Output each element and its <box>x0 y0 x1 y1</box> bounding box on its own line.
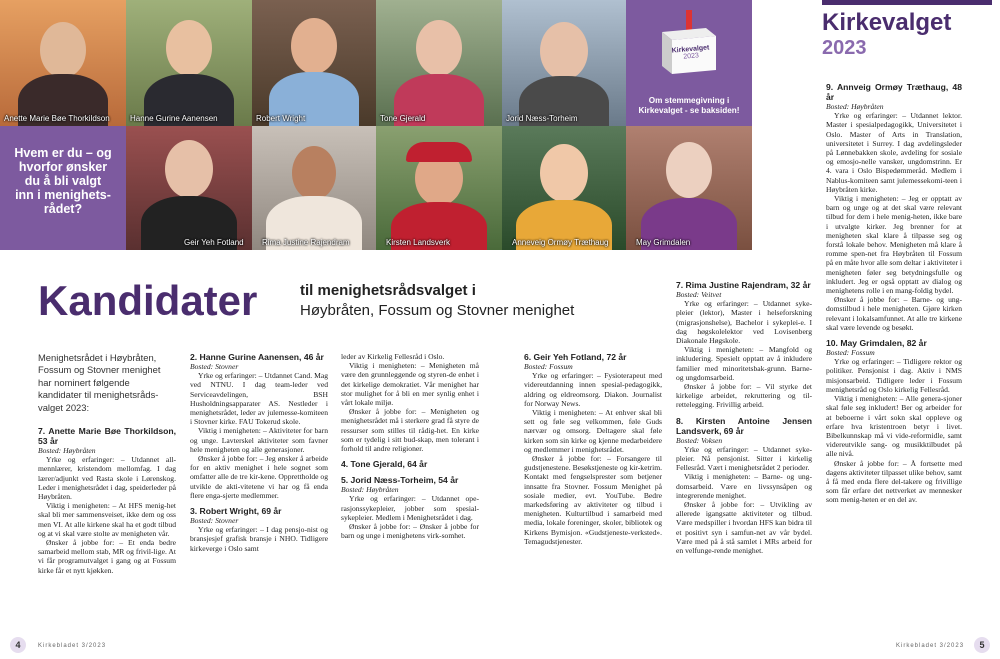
photo-caption: Hanne Gurine Aanensen <box>130 114 218 123</box>
candidate-photo <box>626 126 752 250</box>
candidate-heading: 5. Jorid Næss-Torheim, 54 år <box>341 475 459 486</box>
candidate-heading: 4. Tone Gjerald, 64 år <box>341 459 428 470</box>
candidate-text: Viktig i menigheten: – Jeg er opptatt av barn og unge og at det skal være relevant tilbud for dem i hele menig-heten, ikke bare i utvalgte kirker. Jeg brenner for at menigheten skal klare å tilpasse seg og forstå lokale behov. Menigheten må klare å romme spen-net fra Høybråten til Fossum på en måte hvor alle som deltar i aktiviteter i menigheten føler seg betydningsfulle og inkludert. Jeg er også opptatt av dialog og menighetens rolle i en mang-foldig bydel. <box>826 194 963 296</box>
candidate-text: Yrke og erfaringer: – Fysioterapeut med videreutdanning innen spesial-pedagogikk, aldring og eldreomsorg. Diakon. Journalist for Norway News. <box>524 371 662 408</box>
column-4 <box>524 352 662 546</box>
candidate-text: Yrke og erfaringer: – Utdannet lektor. Master i spesialpedagogikk, Universitetet i Oslo. Master of Arts in Translation, universitetet i Surrey. I dag avdelingsleder på Lønnebakken skole, avdeling for sosiale og emosjo-nelle vansker, ungdomstrinn. Er 4. vara i Oslo Bispedømmeråd. Medlem i Nablus-komiteen samt julemessekomi-teen i Høybråten kirke. <box>826 111 962 194</box>
photo-caption: Tone Gjerald <box>380 114 426 123</box>
column-5 <box>676 280 812 555</box>
candidate-heading: 7. Rima Justine Rajendram, 32 år <box>676 280 811 290</box>
candidate-residence: Bosted: Høybråten <box>341 485 399 495</box>
candidate-photo <box>502 0 626 126</box>
question-text: Hvem er du – og hvorfor ønsker du å bli valgt inn i menighets-rådet? <box>14 146 112 216</box>
candidate-residence: Bosted: Høybråten <box>38 446 96 456</box>
candidate-photo <box>252 0 376 126</box>
header-divider <box>822 0 992 5</box>
candidate-text: Yrke og erfaringer: – Utdannet all-mennlærer, kristendom mellomfag. I dag lærer/adjunkt ved Rasta skole i Lørenskog. Leder i menighetsrådet i dag, speiderleder på Høybråten. <box>38 455 176 502</box>
photo-caption: Kirsten Landsverk <box>386 238 451 247</box>
photo-caption: Anneveig Ormøy Træthaug <box>512 238 609 247</box>
candidate-photo <box>126 0 252 126</box>
ballot-box-icon <box>654 8 724 78</box>
intro-text: Menighetsrådet i Høybråten, Fossum og Stovner menighet har nominert følgende kandidater til menighetsråds-valget 2023: <box>38 352 161 413</box>
candidate-heading: 9. Annveig Ormøy Træthaug, 48 år <box>826 82 962 102</box>
candidate-heading: 7. Anette Marie Bøe Thorkildson, 53 år <box>38 426 176 447</box>
candidate-text: Ønsker å jobbe for: – Utvikling av allerede igangsatte aktiviteter og tilbud. Være medspiller i hvordan HFS kan bidra til et positivt syn i samfun-net av vår bydel. Være med på å stå samlet i MRs arbeid for en velfunge-rende menighet. <box>676 500 812 556</box>
ballot-year: 2023 <box>683 52 700 61</box>
candidate-text: Ønsker å jobbe for: – Ønsker å jobbe for barn og unge i menighetens virk-somhet. <box>341 522 479 541</box>
ballot-label: Kirkevalget <box>671 44 710 55</box>
candidate-text: leder av Kirkelig Fellesråd i Oslo. <box>341 352 445 361</box>
stemmegivning-box <box>626 0 752 126</box>
candidate-heading: 3. Robert Wright, 69 år <box>190 506 282 517</box>
candidate-photo <box>252 126 376 250</box>
question-box <box>0 126 126 250</box>
candidate-text: Viktig i menigheten: – Aktiviteter for barn og unge. Lavterskel aktiviteter som favner hele menigheten og alle generasjoner. <box>190 426 328 454</box>
column-6 <box>826 82 962 505</box>
candidate-text: Ønsker å jobbe for: – Jeg ønsker å arbeide for en aktiv menighet i hele sognet som omfatter alle de tre kir-kene. Opprettholde og utvikle de akti-vitetene vi har og få enda flere enga-sjerte medlemmer. <box>190 454 328 500</box>
candidate-text: Yrke og erfaringer: – Utdannet Cand. Mag ved NTNU. I dag team-leder ved Serviceavdelingen, BSH Husholdningsapparater AS. Nestleder i menighetsrådet, leder av julemesse-komiteen i Stovner kirke. FAU Tokerud skole. <box>190 371 328 427</box>
candidate-residence: Bosted: Stovner <box>190 516 239 526</box>
candidate-text: Yrke og erfaringer: – Utdannet syke-pleier (lektor), Master i helseforskning (migrasjonshelse), Bachelor i sykeplei-e. I dag høgskolelektor ved Lovisenberg Diakonale Høgskole. <box>676 299 812 346</box>
candidate-text: Ønsker å jobbe for: – Barne- og ung-domstilbud i hele menigheten. Gjøre kirken relevant i lokalsamfunnet. At alle tre kirkene skal være levende og besøkt. <box>826 295 962 332</box>
page-number-left: 4 <box>10 637 26 653</box>
candidate-residence: Bosted: Fossum <box>524 362 573 371</box>
candidate-heading: 2. Hanne Gurine Aanensen, 46 år <box>190 352 324 362</box>
candidate-residence: Bosted: Stovner <box>190 362 239 371</box>
candidate-text: Yrke og erfaringer: – I dag pensjo-nist og bransjesjef grafisk bransje i NHO. Tidligere kirkeverge i Oslo samt <box>190 525 328 553</box>
candidate-photo <box>502 126 626 250</box>
photo-caption: Robert Wright <box>256 114 306 123</box>
candidate-text: Yrke og erfaringer: – Utdannet ope-rasjonssykepleier, jobber som spesial-sykepleier. Medlem i Menighetsrådet i dag. <box>341 494 479 522</box>
candidate-photo <box>376 126 502 250</box>
header-title: Kirkevalget <box>822 9 952 36</box>
subtitle-1: til menighetsrådsvalget i <box>300 282 476 299</box>
candidate-heading: 6. Geir Yeh Fotland, 72 år <box>524 352 627 362</box>
candidate-residence: Bosted: Fossum <box>826 348 875 358</box>
candidate-text: Viktig i menigheten: – At HFS menig-het skal bli mer sammensveiset, ikke dem og oss men VI. At alle kirkene skal ha et godt tilbud og at vi skal være stolte av menigheten vår. <box>38 501 176 538</box>
candidate-photo <box>376 0 502 126</box>
photo-caption: Geir Yeh Fotland <box>184 238 244 247</box>
candidate-text: Ønsker å jobbe for: – Menigheten og menighetsrådet må i sterkere grad få styre de ressurser som stilles til rådig-het. En kirke som er tydelig i sitt bud-skap, men tolerant i forhold til andre religioner. <box>341 407 479 454</box>
subtitle-2: Høybråten, Fossum og Stovner menighet <box>300 302 575 319</box>
photo-caption: Anette Marie Bøe Thorkildson <box>4 114 110 123</box>
candidate-text: Viktig i menigheten: – At enhver skal bli sett og føle seg velkommen, føle Guds nærvær og omsorg. Deltagere skal føle kirken som sin kirke og kjenne medarbeidere og medlemmer i menighetsrådet. <box>524 408 662 454</box>
header-kirkevalget <box>822 10 992 60</box>
candidate-text: Ønsker å jobbe for: – Forsangere til gudstjenestene. Besøkstjeneste og kir-ketrim. Kontakt med fengselsprester som betjener innsatte fra Stovner. Fossum Menighet på sosiale medier, evt. YouTube. Bedre markedsføring av aktiviteter og tilbud i menigheten. Kulturtilbud i samarbeid med media, lokale foreninger, skoler, bibliotek og Kirkens Bymisjon. «Gudstjeneste-verksted». Temagudstjenester. <box>524 454 662 546</box>
column-2 <box>190 352 328 553</box>
photo-caption: Jorid Næss-Torheim <box>506 114 578 123</box>
photo-caption: Rima Justine Rajendram <box>262 238 350 247</box>
page-number-right: 5 <box>974 637 990 653</box>
candidate-text: Viktig i menigheten: – Menigheten må være den grunnleggende og styren-de enhet i det kirkelige demokratiet. Vår menighet har stor mulighet for å bli en mer synlig enhet i vårt lokale miljø. <box>341 361 479 408</box>
candidate-text: Viktig i menigheten: – Barne- og ung-domsarbeid. Være en livssynsåpen og integrerende menighet. <box>676 472 812 500</box>
candidate-text: Yrke og erfaringer: – Tidligere rektor og politiker. Pensjonist i dag. Aktiv i NMS misjonsarbeid. Tidligere leder i Fossum menighetsråd og Oslo kirkelig Fellesråd. <box>826 357 962 394</box>
candidate-text: Ønsker å jobbe for: – Å fortsette med dagens aktiviteter tilpasset ulike behov, samt å få med enda flere del-takere og frivillige som får erfare det nettverket av mennesker som menig-heten er en del av. <box>826 458 962 505</box>
header-year: 2023 <box>822 37 867 59</box>
candidate-text: Ønsker å jobbe for: – Et enda bedre samarbeid mellom stab, MR og frivil-lige. At vi får programutvalget i gang og at Fossum kirke får et nytt kjøkken. <box>38 538 176 575</box>
candidate-heading: 8. Kirsten Antoine Jensen Landsverk, 69 år <box>676 415 812 436</box>
candidate-residence: Bosted: Høybråten <box>826 102 884 111</box>
stemmegivning-text: Om stemmegivning i Kirkevalget - se baksiden! <box>638 96 740 115</box>
candidate-photo <box>126 126 252 250</box>
footer-left: Kirkebladet 3/2023 <box>38 643 107 649</box>
column-3 <box>341 352 479 540</box>
candidate-photo <box>0 0 126 126</box>
candidate-heading: 10. May Grimdalen, 82 år <box>826 338 927 349</box>
candidate-residence: Bosted: Veitvet <box>676 290 722 299</box>
candidate-text: Viktig i menigheten: – Mangfold og inkludering. Spesielt opptatt av å inkludere familier med minoritetsbak-grunn. Barne- og ungdomsarbeid. <box>676 345 812 382</box>
big-title: Kandidater <box>38 277 258 324</box>
candidate-text: Ønsker å jobbe for: – Vil styrke det kirkelige arbeidet, rekruttering og til-rettelegging. Frivillig arbeid. <box>676 382 812 410</box>
photo-caption: May Grimdalen <box>636 238 691 247</box>
footer-right: Kirkebladet 3/2023 <box>896 643 965 649</box>
column-1 <box>38 352 176 575</box>
candidate-text: Yrke og erfaringer: – Utdannet syke-pleier. Nå pensjonist. Sitter i kirkelig Fellesråd. Vært i menighetsrådet 2 perioder. <box>676 444 812 473</box>
candidate-text: Viktig i menigheten: – Alle genera-sjoner skal føle seg inkludert! Ber og arbeider for at beboerne i vårt sokn skal oppleve og erfare hva kristentroen betyr i livet. Bibelkunnskap må vi vide-reformidle, samt videreutvikle sang- og musikktilbudet på alle nivå. <box>826 394 962 459</box>
candidate-residence: Bosted: Voksen <box>676 435 723 445</box>
